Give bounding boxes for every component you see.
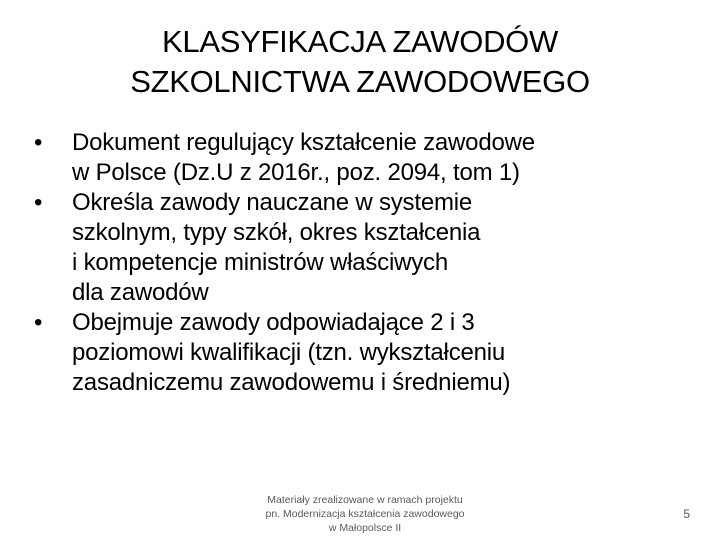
slide-title [60, 22, 660, 102]
bullet-marker: • [34, 309, 43, 336]
slide-title-line-1: KLASYFIKACJA ZAWODÓW [162, 24, 558, 59]
slide-footer [240, 493, 490, 535]
footer-line-2: pn. Modernizacja kształcenia zawodowego [265, 508, 465, 520]
bullet-item-3 [34, 308, 674, 398]
bullet-list [34, 128, 674, 398]
bullet-1-line-1: Dokument regulujący kształcenie zawodowe [72, 129, 535, 156]
slide-title-line-2: SZKOLNICTWA ZAWODOWEGO [130, 64, 590, 99]
bullet-2-line-2: szkolnym, typy szkół, okres kształcenia [72, 219, 481, 246]
bullet-3-line-3: zasadniczemu zawodowemu i średniemu) [72, 369, 511, 396]
bullet-3-line-2: poziomowi kwalifikacji (tzn. wykształceniu [72, 339, 506, 366]
footer-line-1: Materiały zrealizowane w ramach projektu [267, 494, 463, 506]
bullet-3-line-1: Obejmuje zawody odpowiadające 2 i 3 [72, 309, 475, 336]
bullet-marker: • [34, 129, 43, 156]
footer-line-3: w Małopolsce II [328, 522, 402, 534]
bullet-1-line-2: w Polsce (Dz.U z 2016r., poz. 2094, tom 1) [72, 159, 520, 186]
bullet-2-line-3: i kompetencje ministrów właściwych [72, 249, 448, 276]
page-number: 5 [683, 507, 690, 521]
bullet-marker: • [34, 189, 43, 216]
bullet-item-1 [34, 128, 674, 188]
bullet-item-2 [34, 188, 674, 308]
bullet-2-line-1: Określa zawody nauczane w systemie [72, 189, 473, 216]
bullet-2-line-4: dla zawodów [72, 279, 209, 306]
